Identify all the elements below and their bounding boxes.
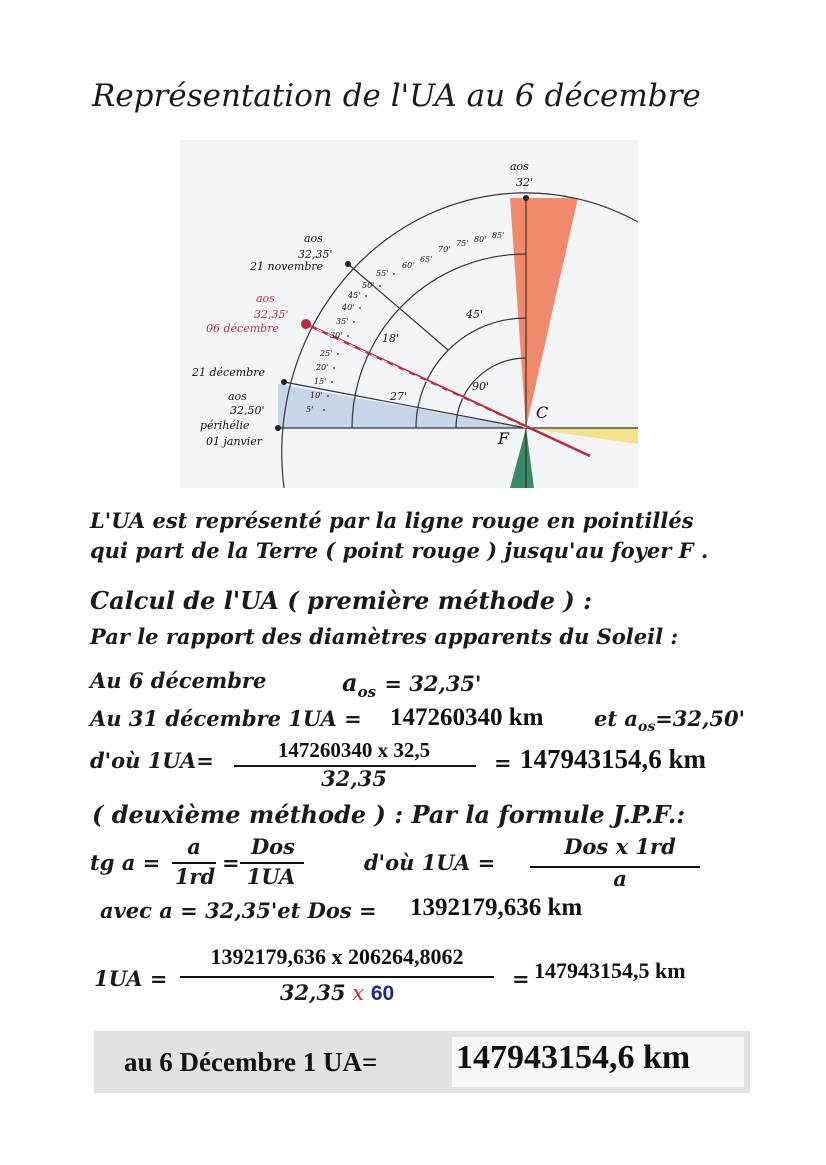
scale-tick-label: 25' — [320, 349, 333, 358]
svg-text:aos: aos — [256, 292, 275, 305]
final-numerator: 1392179,636 x 206264,8062 — [210, 944, 464, 969]
point-f: F — [498, 429, 510, 448]
scale-dot — [327, 395, 329, 397]
scale-dot — [347, 335, 349, 337]
jan-label: 01 janvier — [206, 435, 263, 448]
point-c: C — [536, 403, 549, 422]
scale-tick-label: 10' — [310, 391, 323, 400]
explanation-line-2: qui part de la Terre ( point rouge ) jusqu'au foyer F . — [90, 538, 709, 563]
salmon-wedge — [510, 198, 578, 428]
row2-label: Au 31 décembre 1UA = — [90, 706, 362, 731]
scale-tick-label: 75' — [456, 239, 469, 248]
scale-tick-label: 35' — [336, 317, 349, 326]
explanation-line-1: L'UA est représenté par la ligne rouge en pointillés — [90, 508, 694, 533]
scale-tick-label: 60' — [402, 261, 415, 270]
svg-text:27': 27' — [390, 390, 408, 403]
svg-text:32,35': 32,35' — [254, 308, 289, 321]
final-den-60: 60 — [370, 982, 395, 1005]
earth-point — [301, 319, 311, 329]
svg-text:aos: aos — [304, 232, 323, 245]
svg-text:45': 45' — [466, 308, 484, 321]
scale-tick-label: 85' — [492, 231, 505, 240]
scale-tick-label: 50' — [362, 281, 375, 290]
method1-subheading: Par le rapport des diamètres apparents du Soleil : — [90, 624, 679, 649]
row1-label: Au 6 décembre — [90, 668, 267, 693]
scale-dot — [379, 285, 381, 287]
result-box — [94, 1031, 750, 1093]
tg-label: tg a = — [90, 850, 161, 875]
row3-result: 147943154,6 km — [520, 744, 707, 774]
scale-dot — [333, 367, 335, 369]
svg-text:32,50': 32,50' — [230, 404, 265, 417]
row2-suffix-val: =32,50' — [655, 706, 746, 731]
scale-tick-label: 45' — [348, 291, 361, 300]
row2-suffix-a: et a — [594, 706, 638, 731]
scale-tick-label: 70' — [438, 245, 451, 254]
final-den-x: x — [352, 981, 365, 1005]
scale-dot — [323, 409, 325, 411]
row3-label: d'où 1UA= — [90, 748, 214, 773]
scale-dot — [393, 273, 395, 275]
final-result: 147943154,5 km — [534, 958, 686, 983]
row3-numerator: 147260340 x 32,5 — [277, 738, 431, 762]
scale-tick-label: 55' — [376, 269, 389, 278]
scale-dot — [365, 295, 367, 297]
ua-red-line — [306, 324, 590, 456]
scale-tick-label: 15' — [314, 377, 327, 386]
row1-subscript: os — [357, 683, 377, 701]
method1-heading: Calcul de l'UA ( première méthode ) : — [90, 586, 592, 615]
scale-dot — [331, 381, 333, 383]
scale-dot — [359, 307, 361, 309]
scale-dot — [337, 353, 339, 355]
row1-value: = 32,35' — [384, 671, 482, 696]
row2-value: 147260340 km — [390, 704, 544, 731]
svg-text:32,35': 32,35' — [298, 248, 333, 261]
nov-label: 21 novembre — [250, 260, 324, 273]
scale-tick-label: 5' — [306, 405, 314, 414]
scale-tick-label: 65' — [420, 255, 433, 264]
page-title: Représentation de l'UA au 6 décembre — [92, 78, 701, 114]
method2-heading: ( deuxième méthode ) : Par la formule J.P.F.: — [92, 800, 686, 829]
svg-text:18': 18' — [382, 332, 400, 345]
scale-tick-label: 40' — [342, 303, 355, 312]
scale-tick-label: 30' — [330, 331, 343, 340]
svg-text:90': 90' — [472, 380, 490, 393]
aos-top-label: aos — [510, 160, 529, 173]
result-value: 147943154,6 km — [456, 1039, 691, 1076]
final-den-a: 32,35 — [279, 980, 346, 1005]
final-label: 1UA = — [94, 966, 168, 991]
scale-tick-label: 20' — [316, 363, 329, 372]
avec-label: avec a = 32,35'et Dos = — [100, 898, 377, 923]
dec6-label: 06 décembre — [206, 322, 279, 335]
scale-dot — [353, 321, 355, 323]
svg-text:32': 32' — [516, 176, 534, 189]
green-wedge — [510, 428, 534, 488]
row1-symbol: a — [342, 668, 358, 697]
tg-right-label: d'où 1UA = — [364, 850, 496, 875]
svg-text:périhélie: périhélie — [200, 419, 250, 432]
dec21-label: 21 décembre — [192, 366, 265, 379]
row2-suffix-sub: os — [637, 719, 656, 735]
result-label: au 6 Décembre 1 UA= — [124, 1047, 378, 1077]
scale-tick-label: 80' — [474, 235, 487, 244]
svg-text:aos: aos — [228, 390, 247, 403]
orbit-diagram — [180, 140, 638, 488]
yellow-wedge — [526, 428, 638, 444]
avec-value: 1392179,636 km — [410, 894, 583, 921]
row3-denominator: 32,35 — [321, 766, 387, 791]
